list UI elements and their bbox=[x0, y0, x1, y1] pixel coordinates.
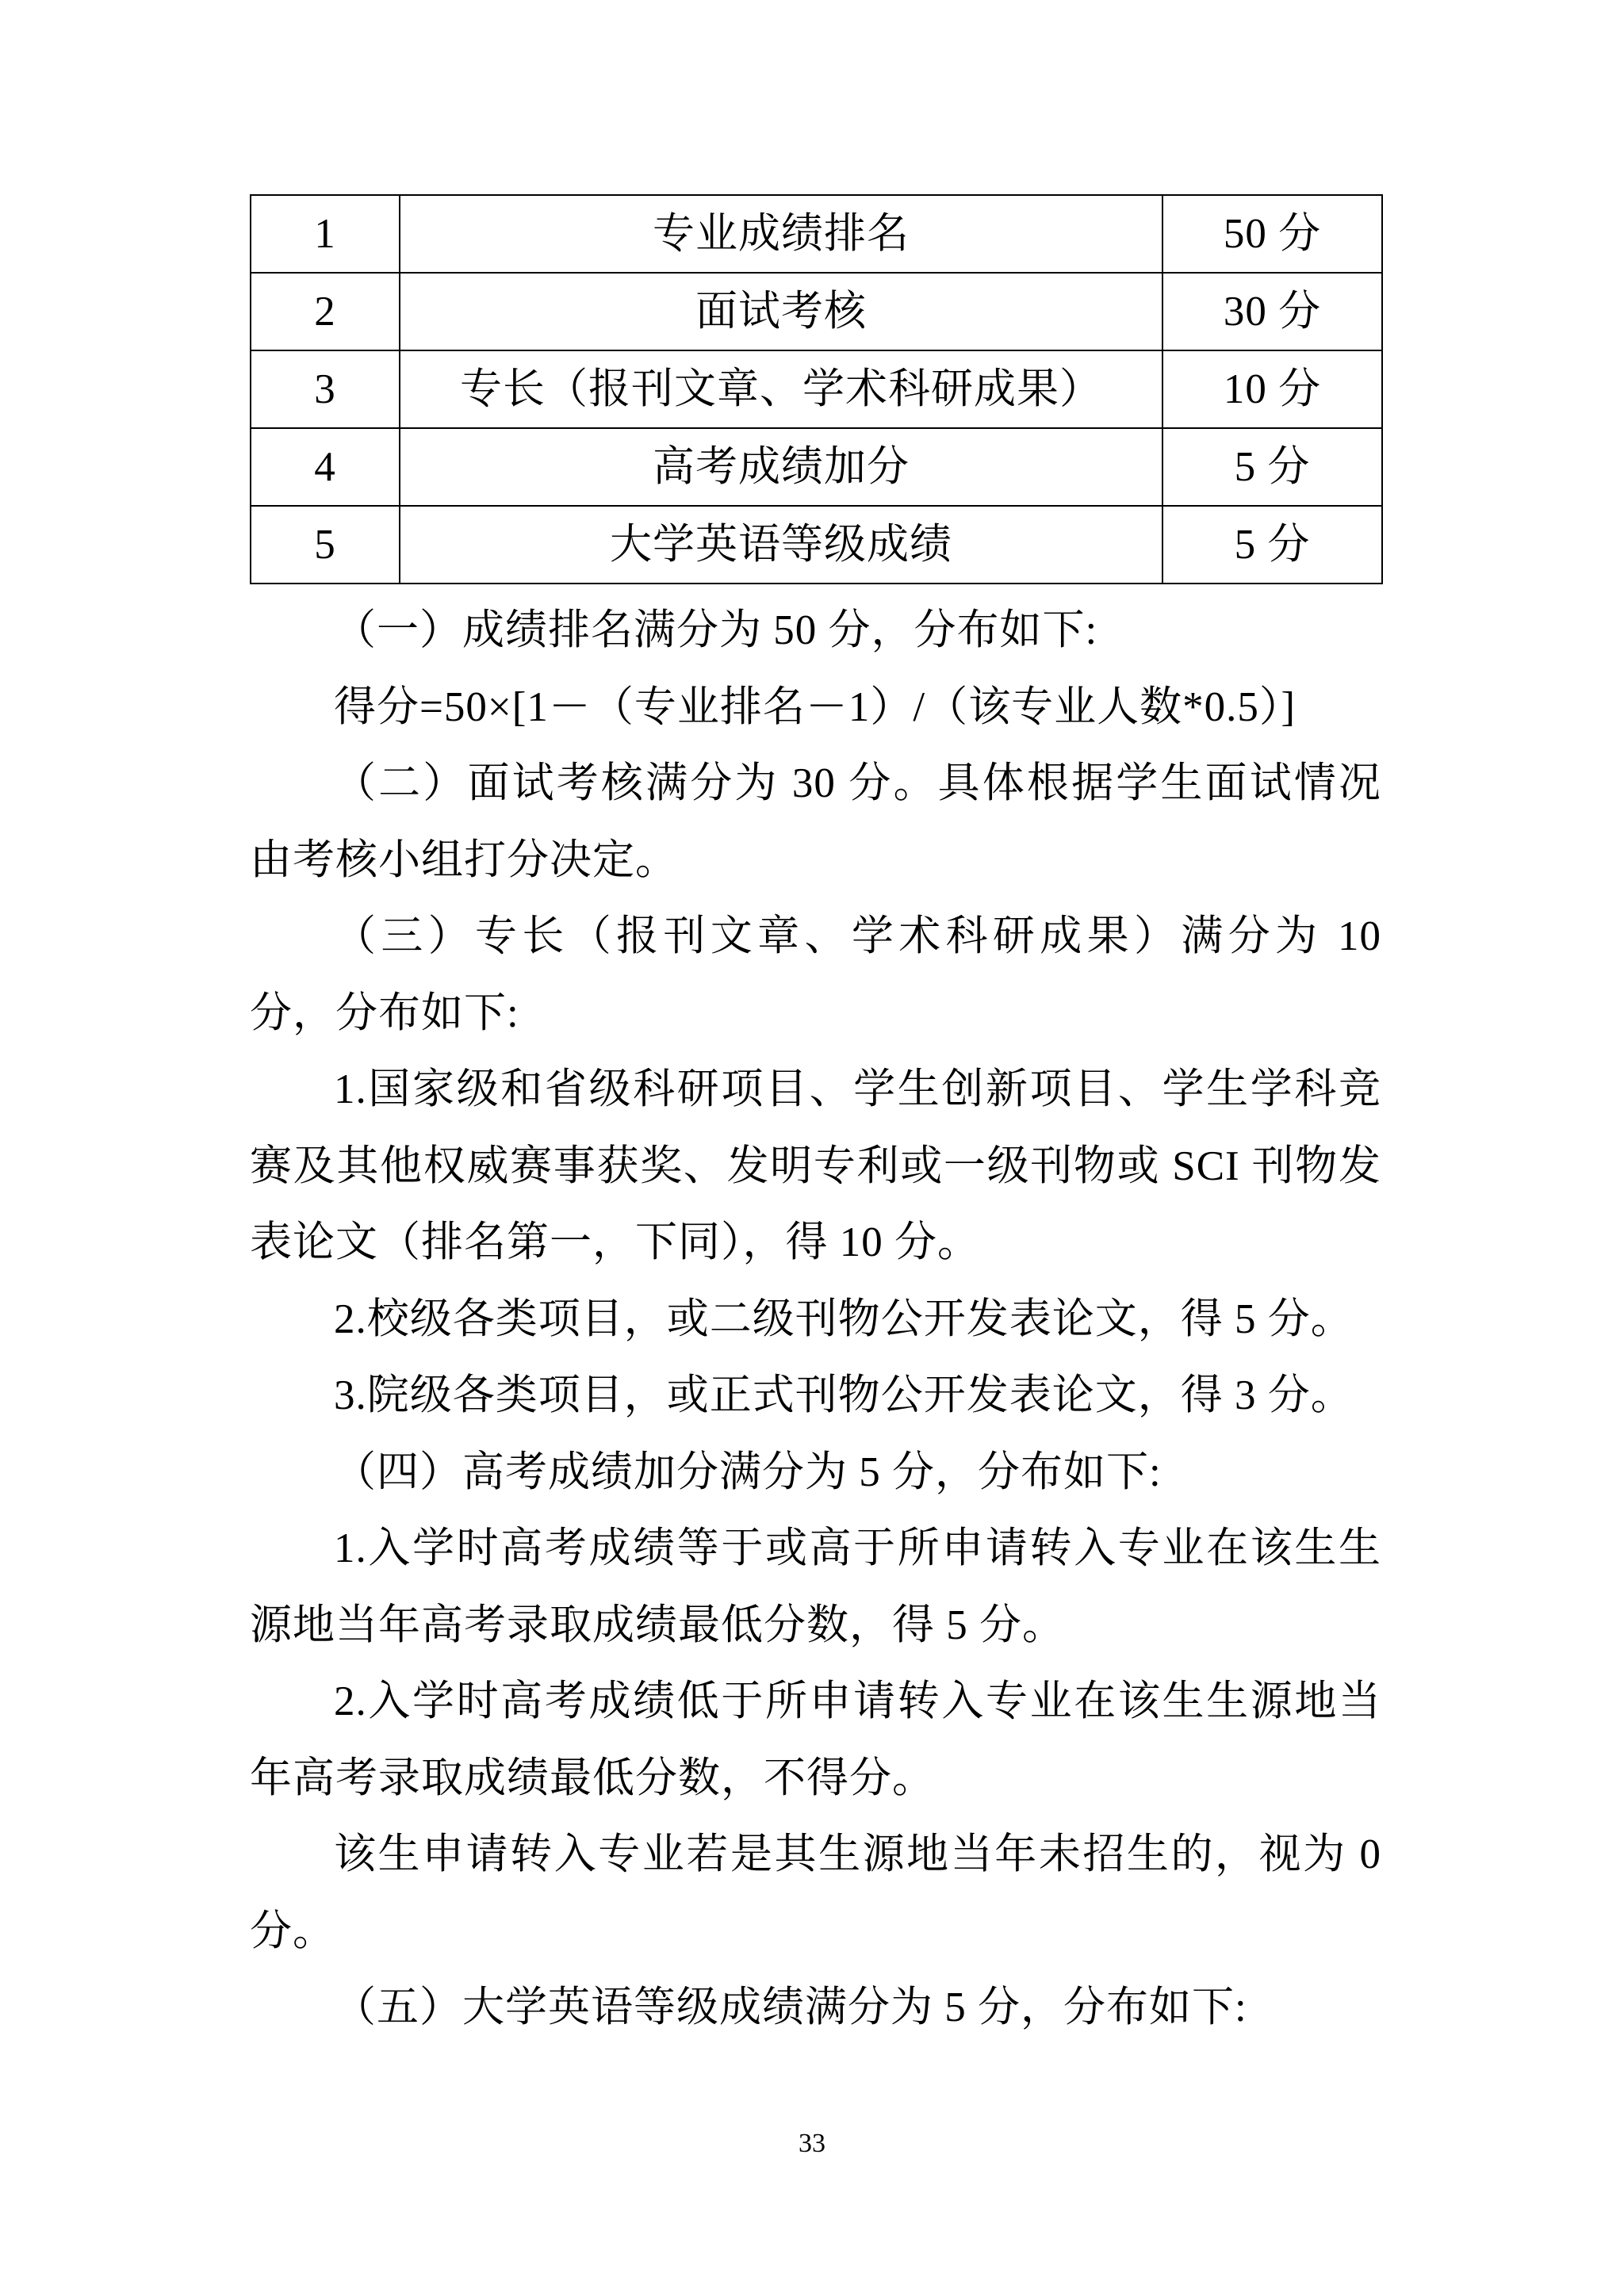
cell-item-name: 高考成绩加分 bbox=[400, 428, 1162, 506]
cell-score: 50 分 bbox=[1162, 195, 1382, 273]
paragraph: （五）大学英语等级成绩满分为 5 分，分布如下: bbox=[334, 1984, 1247, 2030]
cell-item-name: 面试考核 bbox=[400, 273, 1162, 350]
score-table-body bbox=[251, 195, 1382, 584]
page-footer bbox=[0, 2130, 1624, 2158]
cell-row-number: 3 bbox=[251, 350, 400, 428]
table-row bbox=[251, 273, 1382, 350]
cell-row-number: 4 bbox=[251, 428, 400, 506]
table-row bbox=[251, 428, 1382, 506]
cell-row-number: 2 bbox=[251, 273, 400, 350]
paragraph: 2.校级各类项目，或二级刊物公开发表论文，得 5 分。 bbox=[334, 1295, 1354, 1342]
cell-score: 5 分 bbox=[1162, 428, 1382, 506]
table-row bbox=[251, 350, 1382, 428]
cell-item-name: 专长（报刊文章、学术科研成果） bbox=[400, 350, 1162, 428]
cell-score: 5 分 bbox=[1162, 506, 1382, 584]
paragraph: 2.入学时高考成绩低于所申请转入专业在该生生源地当年高考录取成绩最低分数，不得分。 bbox=[250, 1678, 1381, 1801]
paragraph: 该生申请转入专业若是其生源地当年未招生的，视为 0 分。 bbox=[250, 1831, 1381, 1954]
page-number: 33 bbox=[799, 2129, 825, 2158]
paragraph: （四）高考成绩加分满分为 5 分，分布如下: bbox=[334, 1448, 1162, 1495]
body-text bbox=[250, 592, 1381, 2046]
table-row bbox=[251, 195, 1382, 273]
cell-score: 30 分 bbox=[1162, 273, 1382, 350]
paragraph: （一）成绩排名满分为 50 分，分布如下: bbox=[334, 607, 1098, 653]
paragraph: 得分=50×[1－（专业排名－1）/（该专业人数*0.5）] bbox=[334, 683, 1297, 730]
paragraph: 1.国家级和省级科研项目、学生创新项目、学生学科竞赛及其他权威赛事获奖、发明专利或一级刊物或 SCI 刊物发表论文（排名第一，下同），得 10 分。 bbox=[250, 1066, 1381, 1265]
table-row bbox=[251, 506, 1382, 584]
score-table bbox=[250, 194, 1383, 584]
paragraph: 1.入学时高考成绩等于或高于所申请转入专业在该生生源地当年高考录取成绩最低分数，得 5 分。 bbox=[250, 1525, 1381, 1648]
cell-row-number: 1 bbox=[251, 195, 400, 273]
paragraph: （三）专长（报刊文章、学术科研成果）满分为 10 分，分布如下: bbox=[250, 913, 1381, 1036]
paragraph: （二）面试考核满分为 30 分。具体根据学生面试情况由考核小组打分决定。 bbox=[250, 760, 1381, 883]
paragraph: 3.院级各类项目，或正式刊物公开发表论文，得 3 分。 bbox=[334, 1372, 1354, 1418]
cell-score: 10 分 bbox=[1162, 350, 1382, 428]
cell-item-name: 专业成绩排名 bbox=[400, 195, 1162, 273]
cell-row-number: 5 bbox=[251, 506, 400, 584]
cell-item-name: 大学英语等级成绩 bbox=[400, 506, 1162, 584]
page-content bbox=[250, 194, 1381, 2046]
